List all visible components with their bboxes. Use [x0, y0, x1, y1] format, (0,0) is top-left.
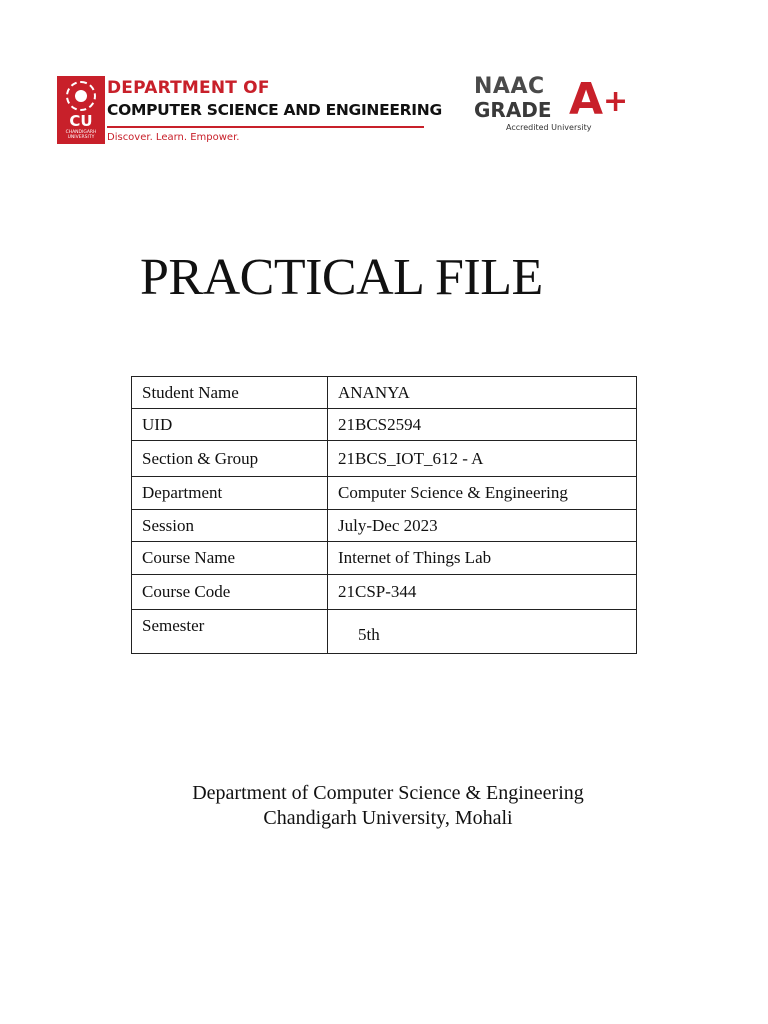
row-value: ANANYA: [328, 377, 637, 409]
row-label: Semester: [132, 610, 328, 654]
row-label: UID: [132, 409, 328, 441]
row-value: Computer Science & Engineering: [328, 477, 637, 510]
row-value: Internet of Things Lab: [328, 542, 637, 575]
table-row: [132, 575, 637, 610]
row-label: Course Name: [132, 542, 328, 575]
footer-block: [0, 781, 768, 831]
department-heading-line2: COMPUTER SCIENCE AND ENGINEERING: [107, 101, 442, 119]
university-logo: [57, 76, 105, 144]
row-label: Student Name: [132, 377, 328, 409]
table-row: [132, 409, 637, 441]
student-info-table: [131, 376, 637, 654]
table-row: [132, 477, 637, 510]
logo-university-name: CHANDIGARH UNIVERSITY: [65, 130, 97, 140]
footer-university: Chandigarh University, Mohali: [263, 807, 513, 829]
naac-subtitle: Accredited University: [506, 123, 592, 132]
naac-grade-label: GRADE: [474, 98, 552, 122]
row-value: 21BCS2594: [328, 409, 637, 441]
naac-grade-plus: +: [603, 84, 629, 119]
table-row: [132, 441, 637, 477]
table-row: [132, 510, 637, 542]
row-value: 21BCS_IOT_612 - A: [328, 441, 637, 477]
logo-abbreviation: CU: [69, 112, 93, 130]
naac-label: NAAC: [474, 74, 545, 99]
row-label: Department: [132, 477, 328, 510]
row-label: Session: [132, 510, 328, 542]
row-label: Section & Group: [132, 441, 328, 477]
department-heading-line1: DEPARTMENT OF: [107, 78, 270, 98]
row-value: 5th: [328, 610, 637, 654]
tagline: Discover. Learn. Empower.: [107, 132, 240, 143]
row-value: July-Dec 2023: [328, 510, 637, 542]
row-value: 21CSP-344: [328, 575, 637, 610]
footer-department: Department of Computer Science & Engineering: [192, 782, 584, 804]
row-label: Course Code: [132, 575, 328, 610]
page-title: PRACTICAL FILE: [140, 249, 543, 306]
naac-grade-letter: A: [569, 74, 604, 125]
table-row: [132, 542, 637, 575]
tagline-divider: [107, 126, 424, 128]
table-row: [132, 377, 637, 409]
naac-accreditation-logo: [472, 74, 642, 136]
table-row: [132, 610, 637, 654]
